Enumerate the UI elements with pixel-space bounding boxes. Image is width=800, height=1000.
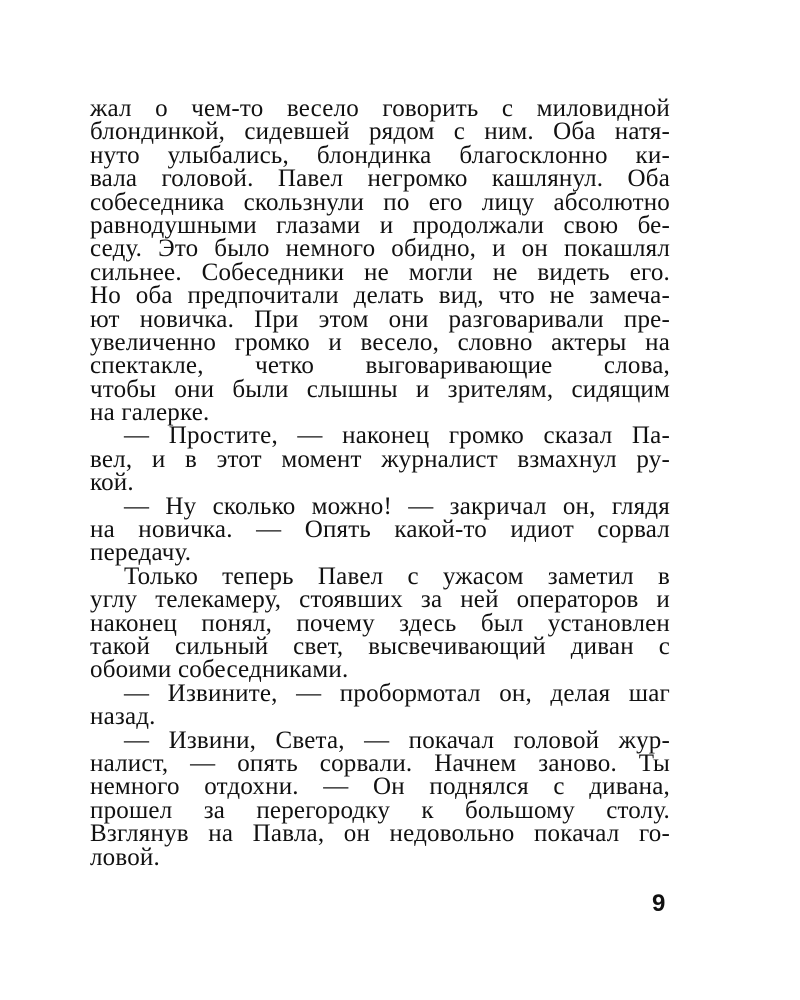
dialogue-line: — Извините, — пробормотал он, делая шаг <box>124 679 670 707</box>
text-line: увеличенно громко и весело, словно актеры на <box>90 328 670 356</box>
text-line: углу телекамеру, стоявших за ней операторов и <box>90 586 670 614</box>
text-line: нуто улыбались, блондинка благосклонно ки- <box>90 141 670 169</box>
text-line: обоими собеседниками. <box>90 656 349 684</box>
text-line: Взглянув на Павла, он недовольно покачал го- <box>90 820 670 848</box>
text-line: седу. Это было немного обидно, и он покашлял <box>90 235 670 263</box>
text-line: на новичка. — Опять какой-то идиот сорвал <box>90 516 670 544</box>
text-line: спектакле, четко выговаривающие слова, <box>90 352 670 380</box>
text-line: чтобы они были слышны и зрителям, сидящим <box>90 375 670 403</box>
text-line: на галерке. <box>90 399 210 427</box>
text-line: передачу. <box>90 539 192 567</box>
text-line: наконец понял, почему здесь был установлен <box>90 609 670 637</box>
dialogue-line: — Извини, Света, — покачал головой жур- <box>124 726 670 754</box>
text-line: ют новичка. При этом они разговаривали пре- <box>90 305 670 333</box>
text-line: назад. <box>90 703 156 731</box>
page-body-text <box>90 97 670 869</box>
text-line: блондинкой, сидевшей рядом с ним. Оба натя- <box>90 118 670 146</box>
text-line: равнодушными глазами и продолжали свою бе- <box>90 211 670 239</box>
text-line: такой сильный свет, высвечивающий диван с <box>90 632 670 660</box>
text-line: жал о чем-то весело говорить с миловидной <box>90 95 670 122</box>
dialogue-line: — Простите, — наконец громко сказал Па- <box>124 422 670 450</box>
text-line: вала головой. Павел негромко кашлянул. Оба <box>90 165 670 193</box>
text-line: собеседника скользнули по его лицу абсолютно <box>90 188 670 216</box>
paragraph-first-line: Только теперь Павел с ужасом заметил в <box>124 562 670 590</box>
page-number: 9 <box>652 890 666 917</box>
text-line: вел, и в этот момент журналист взмахнул ру- <box>90 445 670 473</box>
text-line: прошел за перегородку к большому столу. <box>90 796 670 824</box>
dialogue-line: — Ну сколько можно! — закричал он, глядя <box>124 492 670 520</box>
text-line: кой. <box>90 469 134 497</box>
text-line: сильнее. Собеседники не могли не видеть его. <box>90 258 670 286</box>
text-line: немного отдохни. — Он поднялся с дивана, <box>90 773 670 801</box>
text-line: Но оба предпочитали делать вид, что не замеча- <box>90 282 670 310</box>
text-line: налист, — опять сорвали. Начнем заново. Ты <box>90 749 670 777</box>
text-line: ловой. <box>90 843 160 871</box>
